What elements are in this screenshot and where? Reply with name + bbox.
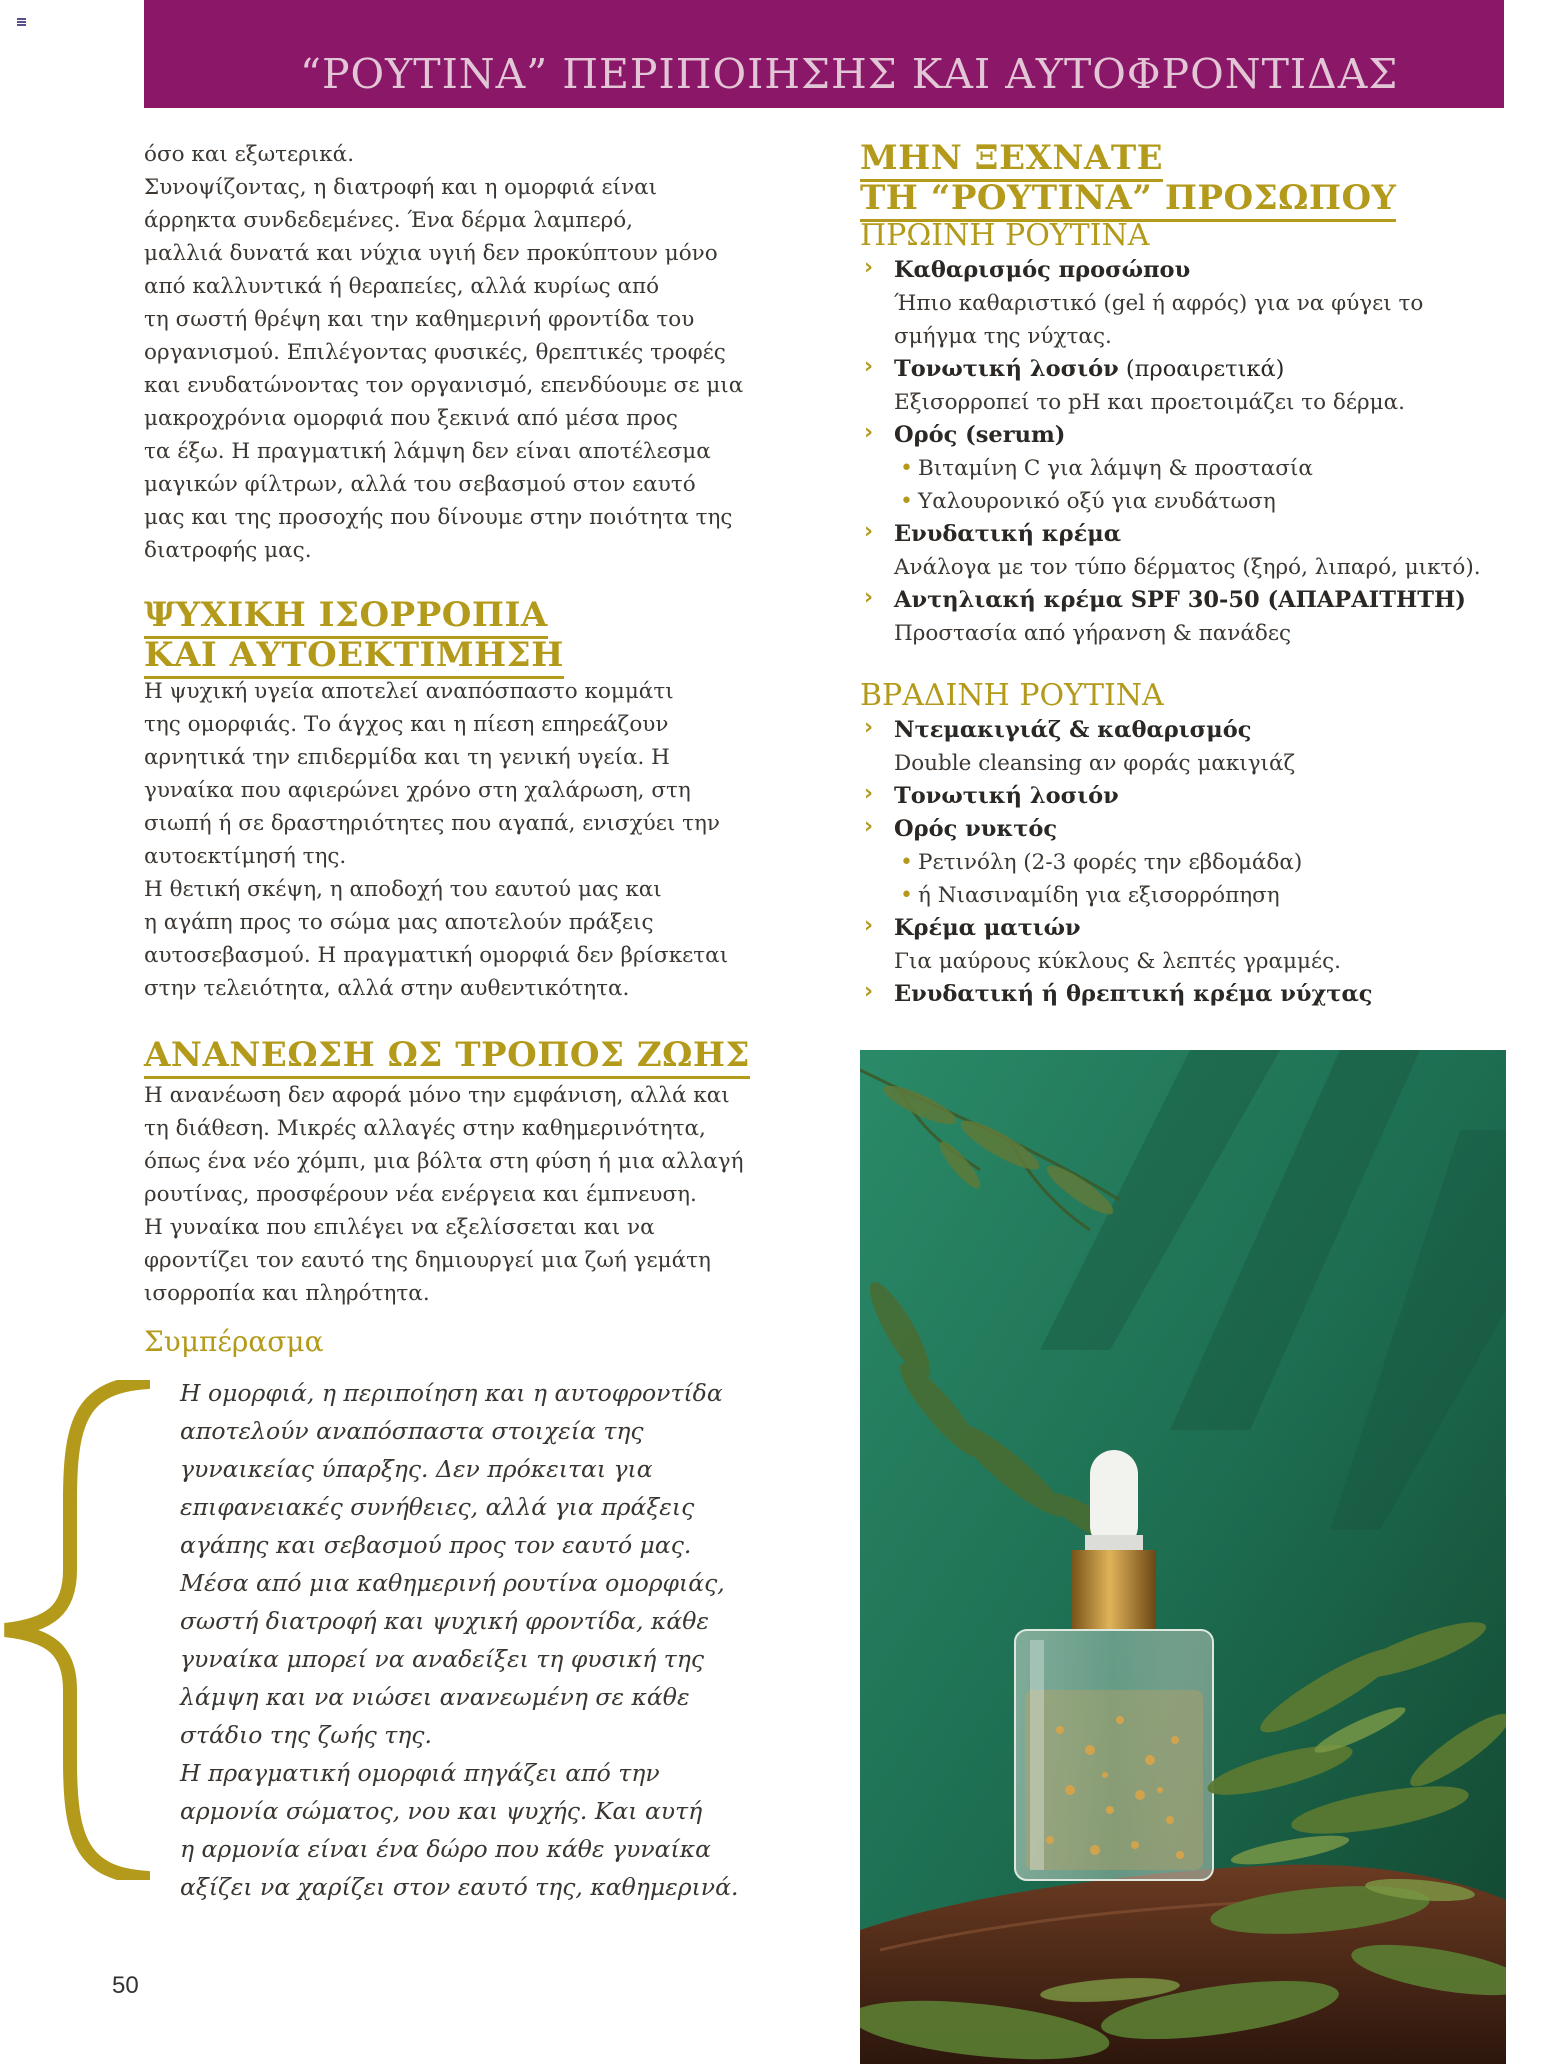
renewal-line: Η γυναίκα που επιλέγει να εξελίσσεται και να [144,1215,655,1240]
renewal-line: τη διάθεση. Μικρές αλλαγές στην καθημερινότητα, [144,1116,706,1141]
chevron-right-icon: › [864,420,874,445]
conclusion-line: στάδιο της ζωής της. [180,1721,432,1749]
renewal-line: Η ανανέωση δεν αφορά μόνο την εμφάνιση, αλλά και [144,1083,730,1108]
conclusion-line: γυναίκα μπορεί να αναδείξει τη φυσική της [180,1645,705,1673]
page-title: “ΡΟΥΤΙΝΑ” ΠΕΡΙΠΟΙΗΣΗΣ ΚΑΙ ΑΥΤΟΦΡΟΝΤΙΔΑΣ [300,50,1399,98]
routine-item [860,584,1510,650]
mental-line: αυτοσεβασμού. Η πραγματική ομορφιά δεν βρίσκεται [144,943,729,968]
routine-item [860,912,1510,978]
routine-item [860,419,1510,518]
routine-item-title: Ντεμακιγιάζ & καθαρισμός [894,717,1252,743]
routine-item-desc: Ήπιο καθαριστικό (gel ή αφρός) για να φύγει το [894,291,1424,316]
routine-item [860,518,1510,584]
routine-item-desc: Για μαύρους κύκλους & λεπτές γραμμές. [894,949,1341,974]
conclusion-line: η αρμονία είναι ένα δώρο που κάθε γυναίκα [180,1835,711,1863]
serum-bottle-illustration [860,1050,1506,2064]
conclusion-line: αξίζει να χαρίζει στον εαυτό της, καθημερινά. [180,1873,739,1901]
renewal-line: φροντίζει τον εαυτό της δημιουργεί μια ζωή γεμάτη [144,1248,711,1273]
routine-item-desc: Εξισορροπεί το pH και προετοιμάζει το δέρμα. [894,390,1405,415]
routine-item-desc: Double cleansing αν φοράς μακιγιάζ [894,751,1296,776]
intro-line: άρρηκτα συνδεδεμένες. Ένα δέρμα λαμπερό, [144,208,633,233]
face-heading-line1: ΜΗΝ ΞΕΧΝΑΤΕ [860,138,1163,182]
routine-item-title: Αντηλιακή κρέμα SPF 30-50 (ΑΠΑΡΑΙΤΗΤΗ) [894,587,1466,613]
intro-line: όσο και εξωτερικά. [144,142,355,167]
page-number: 50 [112,1972,139,1999]
brace-ornament [0,1380,150,1880]
routine-item-title: Ενυδατική ή θρεπτική κρέμα νύχτας [894,981,1373,1007]
chevron-right-icon: › [864,781,874,806]
mental-line: της ομορφιάς. Το άγχος και η πίεση επηρεάζουν [144,712,669,737]
conclusion-line: επιφανειακές συνήθειες, αλλά για πράξεις [180,1493,695,1521]
intro-line: οργανισμού. Επιλέγοντας φυσικές, θρεπτικές τροφές [144,340,726,365]
right-column [860,138,1510,1011]
intro-line: μαγικών φίλτρων, αλλά του σεβασμού στον εαυτό [144,472,696,497]
intro-text [144,138,794,567]
mental-line: η αγάπη προς το σώμα μας αποτελούν πράξεις [144,910,654,935]
mental-line: αυτοεκτίμησή της. [144,844,347,869]
routine-item-title: Κρέμα ματιών [894,915,1081,941]
mental-line: Η θετική σκέψη, η αποδοχή του εαυτού μας και [144,877,662,902]
chevron-right-icon: › [864,715,874,740]
intro-line: Συνοψίζοντας, η διατροφή και η ομορφιά είναι [144,175,658,200]
routine-item [860,714,1510,780]
routine-item-desc: Προστασία από γήρανση & πανάδες [894,621,1291,646]
routine-item-title: Ενυδατική κρέμα [894,521,1122,547]
routine-item-title: Καθαρισμός προσώπου [894,257,1191,283]
intro-line: μακροχρόνια ομορφιά που ξεκινά από μέσα προς [144,406,678,431]
routine-item-title: Ορός (serum) [894,422,1066,448]
intro-line: διατροφής μας. [144,538,312,563]
routine-item-desc: Ανάλογα με τον τύπο δέρματος (ξηρό, λιπαρό, μικτό). [894,555,1481,580]
face-routine-heading [860,138,1510,218]
conclusion-quote [180,1374,820,1906]
conclusion-line: αγάπης και σεβασμού προς τον εαυτό μας. [180,1531,692,1559]
routine-item-desc: σμήγμα της νύχτας. [894,324,1112,349]
renewal-line: ρουτίνας, προσφέρουν νέα ενέργεια και έμπνευση. [144,1182,697,1207]
conclusion-line: γυναικείας ύπαρξης. Δεν πρόκειται για [180,1455,653,1483]
routine-item [860,254,1510,353]
serum-bottle-photo [860,1050,1506,2064]
chevron-right-icon: › [864,255,874,280]
mental-line: γυναίκα που αφιερώνει χρόνο στη χαλάρωση, στη [144,778,691,803]
intro-line: μαλλιά δυνατά και νύχια υγιή δεν προκύπτουν μόνο [144,241,718,266]
conclusion-line: αποτελούν αναπόσπαστα στοιχεία της [180,1417,644,1445]
routine-item-title: Τονωτική λοσιόν [894,783,1119,809]
chevron-right-icon: › [864,519,874,544]
conclusion-line: λάμψη και να νιώσει ανανεωμένη σε κάθε [180,1683,690,1711]
morning-routine-title: ΠΡΩΙΝΗ ΡΟΥΤΙΝΑ [860,218,1150,253]
chevron-right-icon: › [864,814,874,839]
chevron-right-icon: › [864,979,874,1004]
mental-line: αρνητικά την επιδερμίδα και τη γενική υγεία. Η [144,745,670,770]
evening-routine-list [860,714,1510,1011]
morning-routine-list [860,254,1510,650]
renewal-heading-text: ΑΝΑΝΕΩΣΗ ΩΣ ΤΡΟΠΟΣ ΖΩΗΣ [144,1035,750,1079]
routine-bullet: • ή Νιασιναμίδη για εξισορρόπηση [894,879,1510,912]
conclusion-line: αρμονία σώματος, νου και ψυχής. Και αυτή [180,1797,703,1825]
left-column [144,138,794,1360]
renewal-line: όπως ένα νέο χόμπι, μια βόλτα στη φύση ή μια αλλαγή [144,1149,744,1174]
routine-bullet: • Ρετινόλη (2-3 φορές την εβδομάδα) [894,846,1510,879]
menu-icon[interactable] [17,18,26,26]
renewal-heading [144,1035,794,1075]
renewal-text [144,1079,794,1310]
chevron-right-icon: › [864,585,874,610]
face-heading-line2: ΤΗ “ΡΟΥΤΙΝΑ” ΠΡΟΣΩΠΟΥ [860,178,1396,222]
conclusion-heading: Συμπέρασμα [144,1325,324,1358]
routine-item [860,353,1510,419]
mental-text [144,675,794,1005]
routine-bullet: • Βιταμίνη C για λάμψη & προστασία [894,452,1510,485]
mental-line: Η ψυχική υγεία αποτελεί αναπόσπαστο κομμάτι [144,679,674,704]
mental-line: στην τελειότητα, αλλά στην αυθεντικότητα. [144,976,630,1001]
conclusion-line: Η πραγματική ομορφιά πηγάζει από την [180,1759,660,1787]
intro-line: τη σωστή θρέψη και την καθημερινή φροντίδα του [144,307,695,332]
intro-line: μας και της προσοχής που δίνουμε στην ποιότητα της [144,505,733,530]
routine-item-note: (προαιρετικά) [1118,356,1285,382]
mental-heading-line1: ΨΥΧΙΚΗ ΙΣΟΡΡΟΠΙΑ [144,595,548,639]
mental-heading [144,595,794,675]
conclusion-line: Η ομορφιά, η περιποίηση και η αυτοφροντίδα [180,1379,723,1407]
routine-item [860,780,1510,813]
renewal-line: ισορροπία και πληρότητα. [144,1281,430,1306]
chevron-right-icon: › [864,354,874,379]
chevron-right-icon: › [864,913,874,938]
routine-item [860,978,1510,1011]
routine-item-title: Τονωτική λοσιόν (προαιρετικά) [894,356,1285,382]
routine-item [860,813,1510,912]
conclusion-line: σωστή διατροφή και ψυχική φροντίδα, κάθε [180,1607,710,1635]
intro-line: τα έξω. Η πραγματική λάμψη δεν είναι αποτέλεσμα [144,439,711,464]
intro-line: και ενυδατώνοντας τον οργανισμό, επενδύουμε σε μια [144,373,744,398]
routine-item-title: Ορός νυκτός [894,816,1058,842]
routine-bullet: • Υαλουρονικό οξύ για ενυδάτωση [894,485,1510,518]
evening-routine-title: ΒΡΑΔΙΝΗ ΡΟΥΤΙΝΑ [860,678,1164,713]
mental-heading-line2: ΚΑΙ ΑΥΤΟΕΚΤΙΜΗΣΗ [144,635,564,679]
intro-line: από καλλυντικά ή θεραπείες, αλλά κυρίως από [144,274,660,299]
mental-line: σιωπή ή σε δραστηριότητες που αγαπά, ενισχύει την [144,811,720,836]
conclusion-line: Μέσα από μια καθημερινή ρουτίνα ομορφιάς, [180,1569,725,1597]
